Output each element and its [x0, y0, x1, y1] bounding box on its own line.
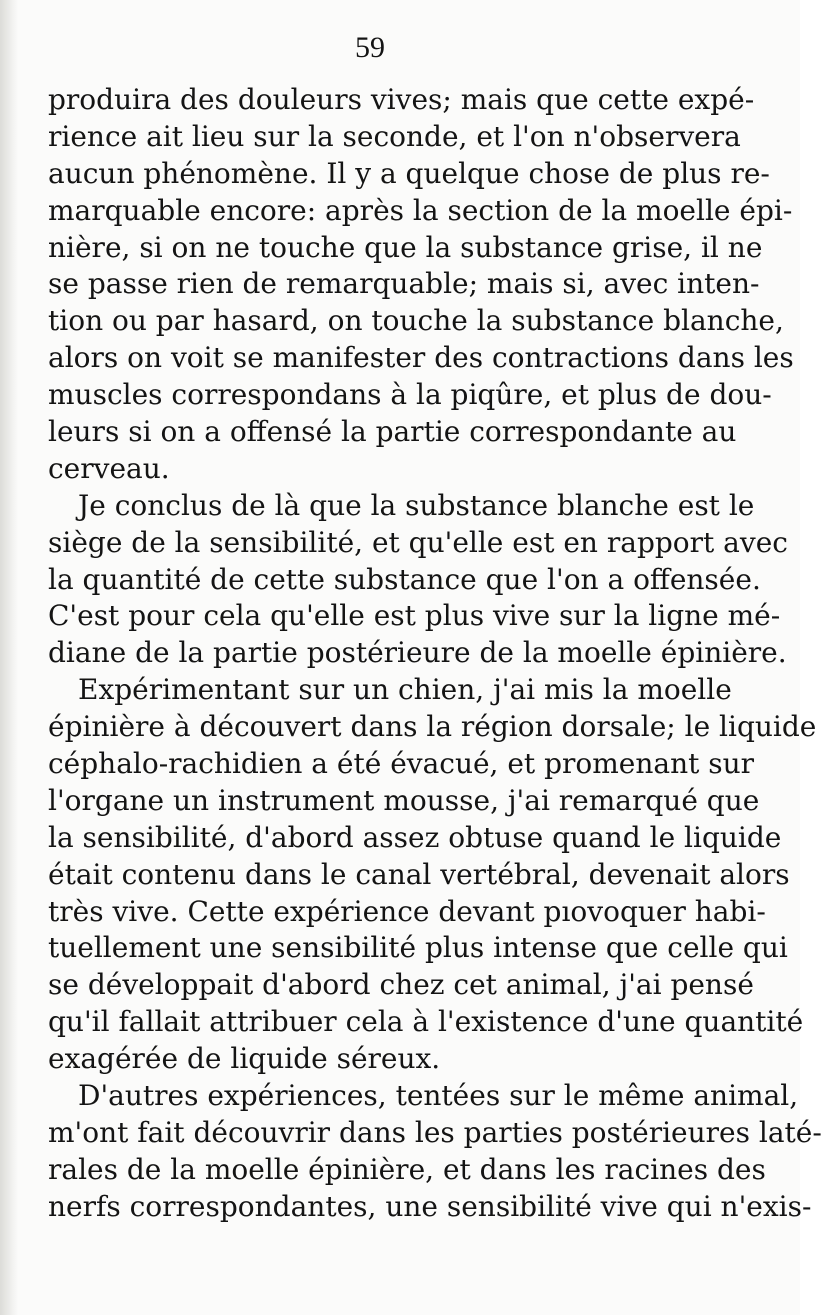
text-line: m'ont fait découvrir dans les parties postérieures laté-	[48, 1115, 822, 1149]
page-edge-shadow	[0, 0, 18, 1315]
text-line: était contenu dans le canal vertébral, devenait alors	[48, 857, 790, 891]
text-line: épinière à découvert dans la région dorsale; le liquide	[48, 710, 817, 744]
text-line: leurs si on a offensé la partie correspondante au	[48, 415, 737, 449]
text-line: exagérée de liquide séreux.	[48, 1042, 441, 1076]
text-line: muscles correspondans à la piqûre, et plus de dou-	[48, 378, 772, 412]
body-text	[48, 82, 822, 1226]
text-line: rales de la moelle épinière, et dans les racines des	[48, 1152, 766, 1186]
text-line: siège de la sensibilité, et qu'elle est en rapport avec	[48, 525, 788, 559]
text-line: tion ou par hasard, on touche la substance blanche,	[48, 304, 784, 338]
text-line: très vive. Cette expérience devant pıovoquer habi-	[48, 894, 766, 928]
text-line: alors on voit se manifester des contractions dans les	[48, 341, 794, 375]
paragraph-first-line: D'autres expériences, tentées sur le même animal,	[78, 1079, 799, 1113]
text-line: marquable encore: après la section de la moelle épi-	[48, 193, 793, 227]
text-line: aucun phénomène. Il y a quelque chose de plus re-	[48, 156, 770, 190]
text-line: se passe rien de remarquable; mais si, avec inten-	[48, 267, 760, 301]
text-line: la sensibilité, d'abord assez obtuse quand le liquide	[48, 820, 782, 854]
text-line: la quantité de cette substance que l'on a offensée.	[48, 562, 761, 596]
text-line: cerveau.	[48, 451, 170, 485]
text-line: qu'il fallait attribuer cela à l'existence d'une quantité	[48, 1005, 804, 1039]
text-line: se développait d'abord chez cet animal, j'ai pensé	[48, 968, 754, 1002]
text-line: produira des douleurs vives; mais que cette expé-	[48, 83, 755, 116]
text-line: tuellement une sensibilité plus intense que celle qui	[48, 931, 788, 965]
paragraph-first-line: Je conclus de là que la substance blanche est le	[78, 488, 755, 522]
text-line: diane de la partie postérieure de la moelle épinière.	[48, 636, 787, 670]
text-line: rience ait lieu sur la seconde, et l'on n'observera	[48, 119, 741, 153]
paragraph-first-line: Expérimentant sur un chien, j'ai mis la moelle	[78, 673, 732, 707]
text-line: céphalo-rachidien a été évacué, et promenant sur	[48, 747, 755, 781]
text-line: C'est pour cela qu'elle est plus vive sur la ligne mé-	[48, 599, 781, 633]
text-line: nerfs correspondantes, une sensibilité vive qui n'exis-	[48, 1189, 812, 1223]
text-line: nière, si on ne touche que la substance grise, il ne	[48, 230, 763, 264]
text-line: l'organe un instrument mousse, j'ai remarqué que	[48, 783, 760, 817]
page-number: 59	[355, 31, 385, 64]
